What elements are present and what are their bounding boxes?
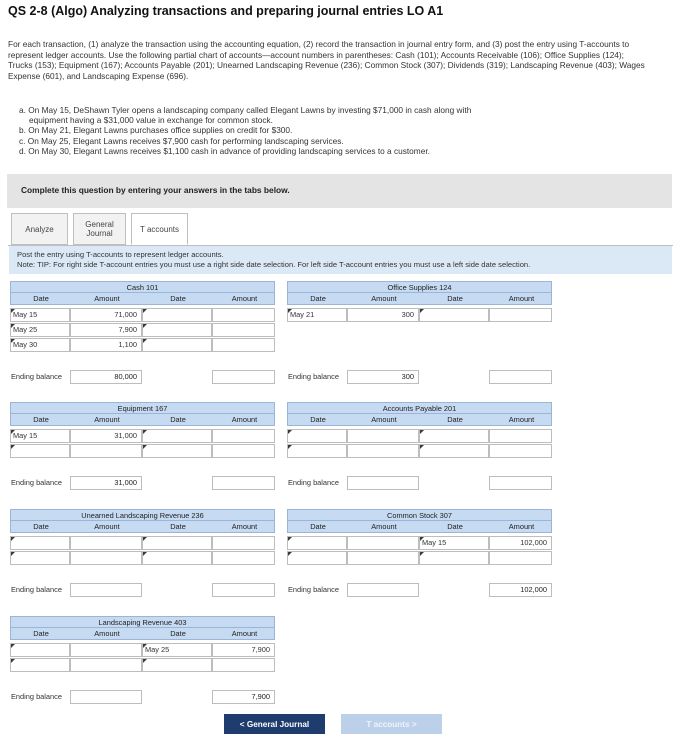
debit-amount-input[interactable] (70, 444, 142, 458)
taccount-row (10, 444, 275, 459)
credit-amount-input[interactable] (212, 429, 275, 443)
taccount-row (10, 308, 275, 323)
debit-amount-input[interactable] (347, 429, 419, 443)
tip-box (9, 246, 672, 274)
taccount-row (10, 551, 275, 566)
taccount-unearned-revenue (10, 509, 275, 597)
credit-balance (212, 370, 275, 384)
credit-amount-input[interactable] (212, 323, 275, 337)
taccount-row (10, 338, 275, 353)
header-date: Date (310, 294, 326, 303)
debit-date-select[interactable] (10, 551, 70, 565)
taccount-title: Accounts Payable 201 (287, 402, 552, 414)
header-amount: Amount (94, 522, 120, 531)
credit-amount-input[interactable] (212, 338, 275, 352)
debit-date-select[interactable] (287, 429, 347, 443)
tab-t-accounts-label: T accounts (140, 224, 179, 234)
tip-line-1: Post the entry using T-accounts to represent ledger accounts. (17, 250, 224, 259)
transaction-a: a. On May 15, DeShawn Tyler opens a landscaping company called Elegant Lawns by investing $71,000 in cash along with (19, 105, 472, 115)
header-date: Date (33, 294, 49, 303)
header-amount: Amount (508, 415, 535, 424)
next-t-accounts-button[interactable]: T accounts > (341, 714, 442, 734)
credit-date-select[interactable] (142, 338, 212, 352)
debit-date-select[interactable] (10, 658, 70, 672)
tab-general-journal[interactable] (73, 213, 126, 245)
header-amount: Amount (508, 522, 535, 531)
prev-general-journal-button[interactable]: < General Journal (224, 714, 325, 734)
taccount-row (10, 323, 275, 338)
debit-amount-input[interactable]: 1,100 (70, 338, 142, 352)
header-amount: Amount (231, 629, 258, 638)
taccount-title: Equipment 167 (10, 402, 275, 414)
ending-balance-label: Ending balance (288, 478, 339, 487)
credit-date-select[interactable] (142, 444, 212, 458)
credit-amount-input[interactable] (489, 444, 552, 458)
header-date: Date (170, 522, 186, 531)
tip-line-2: Note: TIP: For right side T-account entries you must use a right side date selection. For left side T-account entries you must use a left side date selection. (17, 259, 531, 269)
header-date: Date (33, 629, 49, 638)
header-date: Date (447, 415, 463, 424)
instructions: For each transaction, (1) analyze the transaction using the accounting equation, (2) record the transaction in journal entry form, and (3) post the entry using T-accounts to represent ledger accounts. Use the following partial chart of accounts—account numbers in parentheses: Cash (101); Accounts Receivable (106); Office Supplies (124); Trucks (153); Equipment (167); Accounts Payable (201); Unearned Landscaping Revenue (236); Common Stock (307); Dividends (319); Landscaping Revenue (403); Wages Expense (601), and Landscaping Expense (696). (8, 39, 645, 81)
credit-date-select[interactable] (142, 323, 212, 337)
header-date: Date (33, 415, 49, 424)
taccount-equipment (10, 402, 275, 490)
taccount-title: Unearned Landscaping Revenue 236 (10, 509, 275, 521)
credit-amount-input[interactable]: 102,000 (489, 536, 552, 550)
taccount-cash (10, 281, 275, 384)
debit-balance (347, 583, 419, 597)
tab-analyze-label: Analyze (25, 224, 54, 234)
ending-balance-row (10, 370, 275, 384)
debit-date-select[interactable]: May 21 (287, 308, 347, 322)
header-date: Date (447, 294, 463, 303)
debit-amount-input[interactable] (70, 536, 142, 550)
taccount-landscaping-revenue (10, 616, 275, 704)
credit-balance (212, 583, 275, 597)
credit-amount-input[interactable] (212, 444, 275, 458)
header-date: Date (310, 522, 326, 531)
ending-balance-row (287, 476, 552, 490)
header-amount: Amount (371, 415, 397, 424)
credit-balance (489, 476, 552, 490)
ending-balance-row (287, 370, 552, 384)
taccount-row (10, 536, 275, 551)
taccount-header (287, 414, 552, 426)
page-title: QS 2-8 (Algo) Analyzing transactions and preparing journal entries LO A1 (8, 4, 444, 18)
debit-amount-input[interactable] (347, 536, 419, 550)
debit-date-select[interactable]: May 15 (10, 429, 70, 443)
header-amount: Amount (371, 294, 397, 303)
debit-date-select[interactable] (287, 536, 347, 550)
taccount-header (10, 521, 275, 533)
debit-amount-input[interactable] (347, 444, 419, 458)
taccount-header (287, 293, 552, 305)
ending-balance-row (10, 690, 275, 704)
taccount-row (287, 551, 552, 566)
credit-date-select[interactable] (419, 308, 489, 322)
taccount-title: Common Stock 307 (287, 509, 552, 521)
taccount-header (10, 293, 275, 305)
taccount-row (287, 429, 552, 444)
credit-date-select[interactable] (419, 429, 489, 443)
debit-balance (70, 583, 142, 597)
credit-date-select[interactable] (142, 658, 212, 672)
credit-date-select[interactable] (419, 551, 489, 565)
taccount-header (287, 521, 552, 533)
credit-date-select[interactable]: May 25 (142, 643, 212, 657)
header-date: Date (170, 294, 186, 303)
credit-amount-input[interactable] (489, 551, 552, 565)
header-amount: Amount (94, 294, 120, 303)
credit-amount-input[interactable]: 7,900 (212, 643, 275, 657)
debit-date-select[interactable]: May 30 (10, 338, 70, 352)
credit-amount-input[interactable] (212, 551, 275, 565)
debit-date-select[interactable] (10, 643, 70, 657)
credit-date-select[interactable] (142, 429, 212, 443)
debit-balance (347, 476, 419, 490)
complete-text: Complete this question by entering your answers in the tabs below. (21, 185, 290, 195)
taccount-title: Cash 101 (10, 281, 275, 293)
debit-date-select[interactable] (287, 551, 347, 565)
header-amount: Amount (371, 522, 397, 531)
taccount-row (10, 643, 275, 658)
debit-balance (70, 690, 142, 704)
header-amount: Amount (231, 522, 258, 531)
transaction-c: c. On May 25, Elegant Lawns receives $7,900 cash for performing landscaping services. (19, 135, 344, 146)
debit-date-select[interactable] (287, 444, 347, 458)
header-date: Date (33, 522, 49, 531)
ending-balance-label: Ending balance (288, 372, 339, 381)
debit-amount-input[interactable]: 71,000 (70, 308, 142, 322)
tab-t-accounts[interactable] (131, 213, 188, 245)
taccount-row (287, 308, 552, 323)
credit-date-select[interactable] (419, 444, 489, 458)
debit-amount-input[interactable]: 31,000 (70, 429, 142, 443)
ending-balance-label: Ending balance (11, 372, 62, 381)
header-amount: Amount (508, 294, 535, 303)
header-amount: Amount (231, 294, 258, 303)
transaction-a-cont: equipment having a $31,000 value in exchange for common stock. (29, 115, 273, 126)
debit-date-select[interactable] (10, 444, 70, 458)
credit-amount-input[interactable] (489, 429, 552, 443)
ending-balance-row (10, 583, 275, 597)
debit-date-select[interactable]: May 25 (10, 323, 70, 337)
credit-amount-input[interactable] (212, 308, 275, 322)
complete-banner (7, 174, 672, 208)
ending-balance-label: Ending balance (11, 692, 62, 701)
header-amount: Amount (94, 415, 120, 424)
taccount-row (287, 444, 552, 459)
taccount-row (287, 536, 552, 551)
debit-amount-input[interactable] (70, 643, 142, 657)
header-date: Date (170, 415, 186, 424)
taccount-common-stock (287, 509, 552, 597)
credit-date-select[interactable] (142, 551, 212, 565)
tab-general-label-1: General (85, 220, 114, 229)
transaction-list (19, 105, 471, 156)
debit-date-select[interactable] (10, 536, 70, 550)
credit-balance: 7,900 (212, 690, 275, 704)
debit-amount-input[interactable]: 300 (347, 308, 419, 322)
credit-balance: 102,000 (489, 583, 552, 597)
ending-balance-label: Ending balance (288, 585, 339, 594)
taccount-header (10, 414, 275, 426)
header-amount: Amount (231, 415, 258, 424)
ending-balance-row (287, 583, 552, 597)
debit-balance: 31,000 (70, 476, 142, 490)
credit-amount-input[interactable] (212, 536, 275, 550)
ending-balance-label: Ending balance (11, 478, 62, 487)
transaction-d: d. On May 30, Elegant Lawns receives $1,100 cash in advance of providing landscaping services to a customer. (19, 145, 430, 156)
taccount-row (10, 429, 275, 444)
tab-general-label-2: Journal (86, 229, 113, 238)
ending-balance-label: Ending balance (11, 585, 62, 594)
taccount-accounts-payable (287, 402, 552, 490)
credit-balance (212, 476, 275, 490)
transaction-b: b. On May 21, Elegant Lawns purchases office supplies on credit for $300. (19, 125, 293, 136)
tab-analyze[interactable] (11, 213, 68, 245)
header-date: Date (447, 522, 463, 531)
debit-amount-input[interactable] (70, 658, 142, 672)
credit-date-select[interactable] (142, 308, 212, 322)
taccount-row (10, 658, 275, 673)
credit-balance (489, 370, 552, 384)
ending-balance-row (10, 476, 275, 490)
taccount-office-supplies (287, 281, 552, 384)
header-date: Date (310, 415, 326, 424)
debit-balance: 300 (347, 370, 419, 384)
taccount-title: Office Supplies 124 (287, 281, 552, 293)
debit-date-select[interactable]: May 15 (10, 308, 70, 322)
credit-date-select[interactable]: May 15 (419, 536, 489, 550)
debit-amount-input[interactable] (347, 551, 419, 565)
debit-balance: 80,000 (70, 370, 142, 384)
debit-amount-input[interactable]: 7,900 (70, 323, 142, 337)
header-date: Date (170, 629, 186, 638)
taccount-header (10, 628, 275, 640)
credit-amount-input[interactable] (489, 308, 552, 322)
header-amount: Amount (94, 629, 120, 638)
credit-date-select[interactable] (142, 536, 212, 550)
debit-amount-input[interactable] (70, 551, 142, 565)
credit-amount-input[interactable] (212, 658, 275, 672)
taccount-title: Landscaping Revenue 403 (10, 616, 275, 628)
